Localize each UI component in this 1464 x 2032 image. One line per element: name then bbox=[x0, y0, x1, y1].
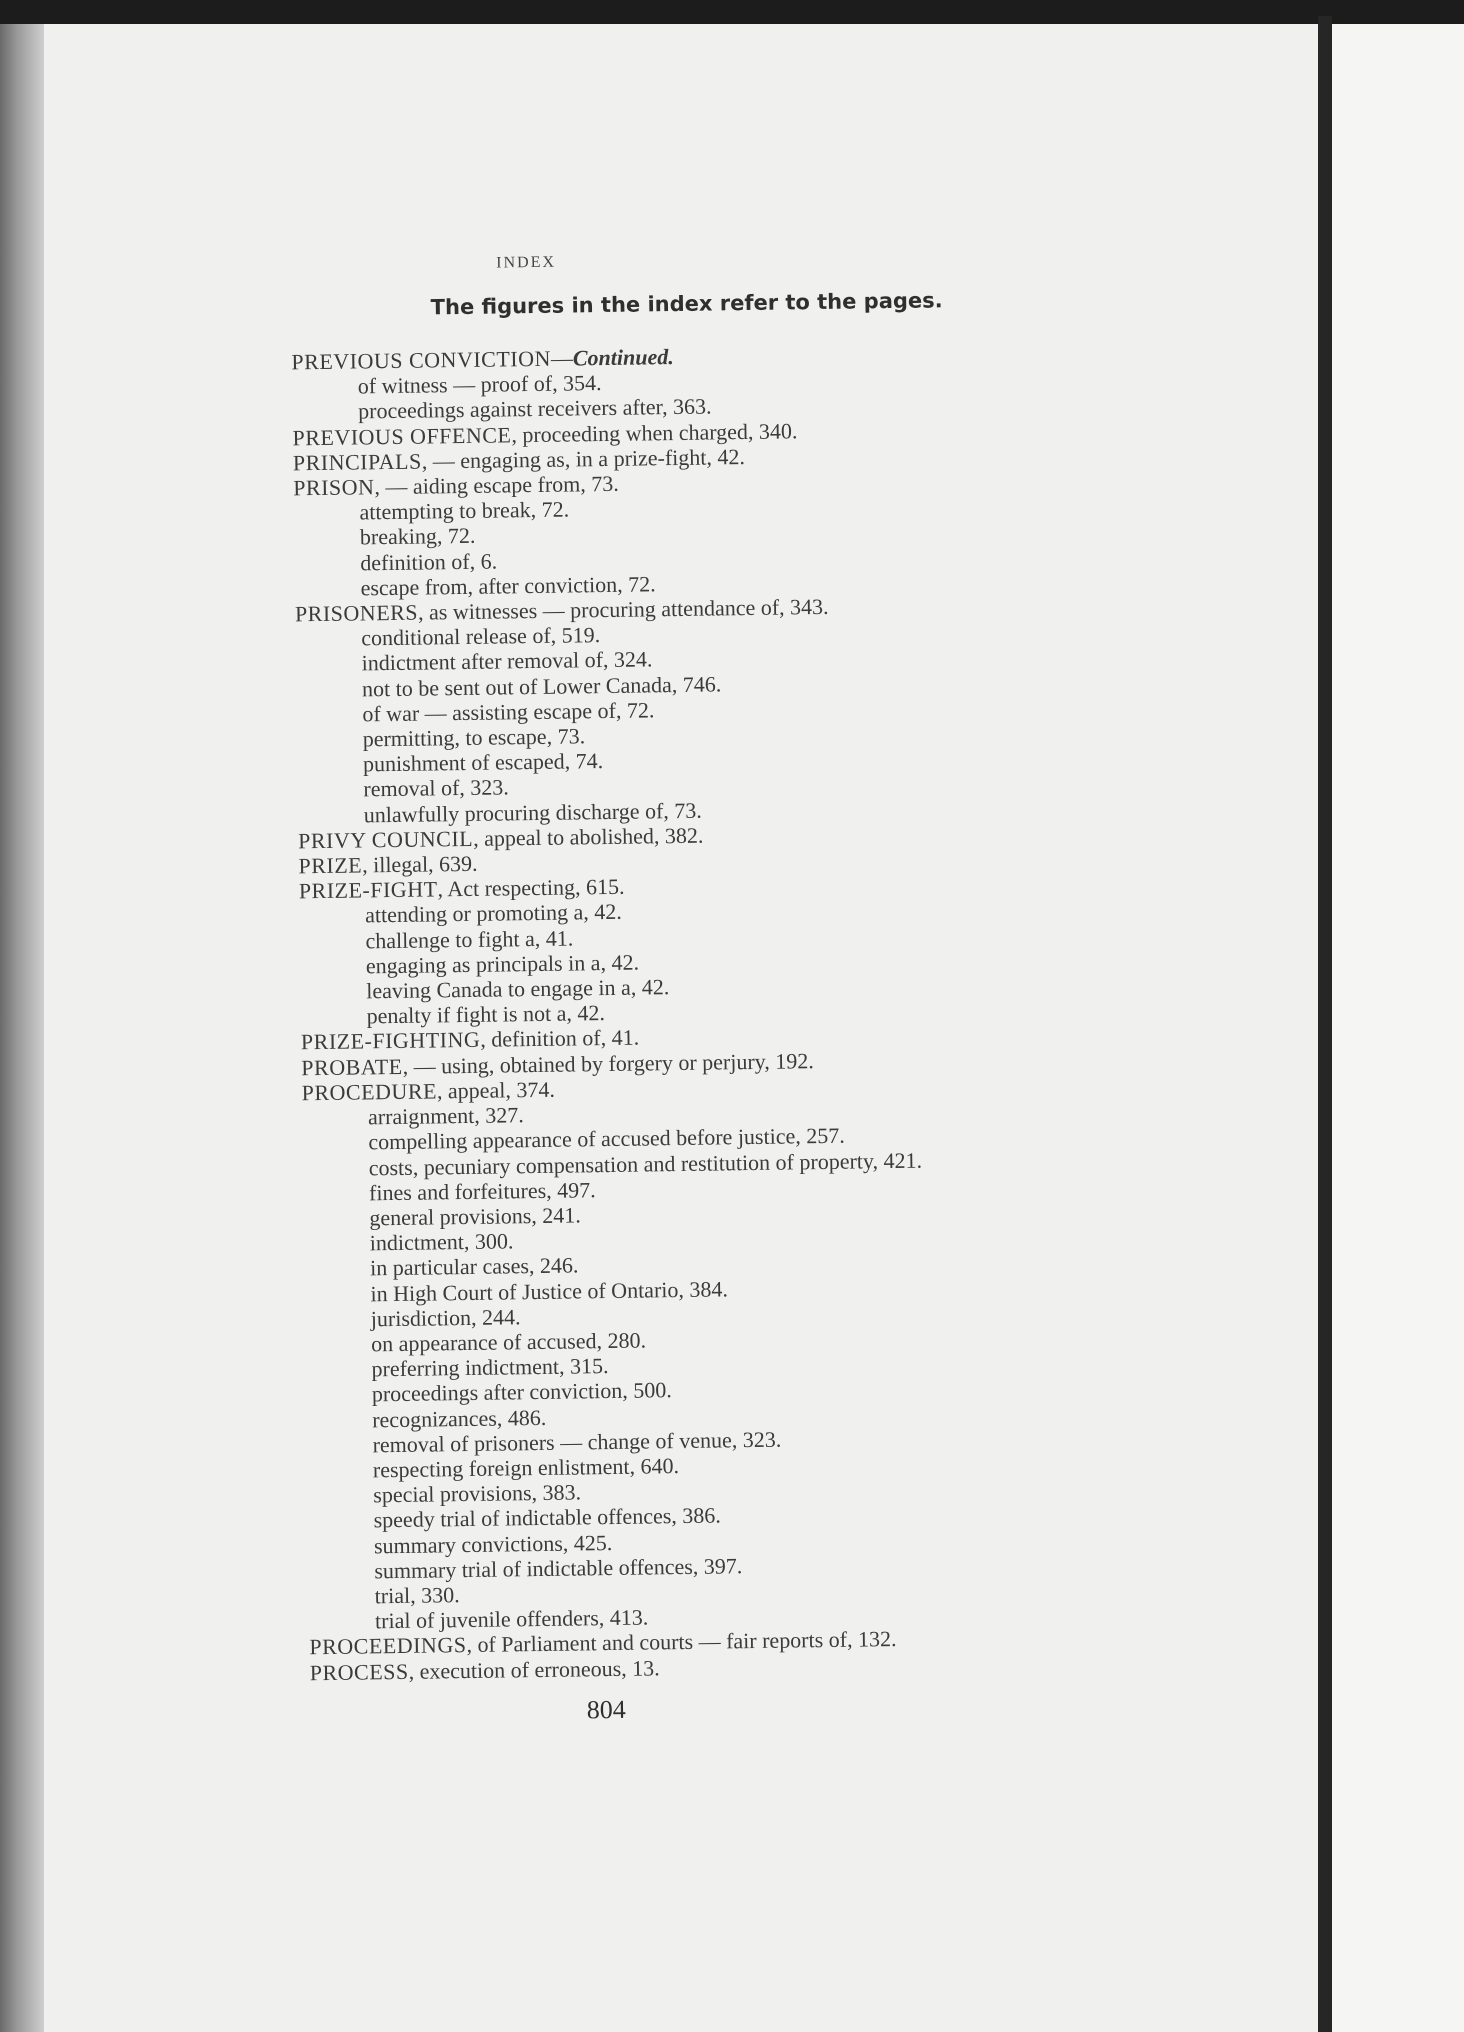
entry-text: general provisions, 241. bbox=[369, 1202, 581, 1231]
entry-text: summary trial of indictable offences, 397. bbox=[374, 1552, 743, 1584]
entry-text: compelling appearance of accused before justice, 257. bbox=[368, 1123, 845, 1155]
entry-heading: PREVIOUS CONVICTION bbox=[291, 345, 552, 375]
continued-label: Continued. bbox=[572, 344, 674, 371]
entry-heading: PRISON bbox=[293, 474, 375, 501]
entry-text: costs, pecuniary compensation and restitution of property, 421. bbox=[368, 1147, 923, 1180]
entry-text: , illegal, 639. bbox=[361, 850, 478, 878]
entry-text: on appearance of accused, 280. bbox=[370, 1327, 647, 1357]
running-head: INDEX bbox=[496, 253, 557, 272]
entry-text: of witness — proof of, 354. bbox=[357, 370, 602, 399]
entry-text: leaving Canada to engage in a, 42. bbox=[366, 974, 670, 1004]
entry-heading: PRISONERS bbox=[294, 599, 419, 627]
entry-text: trial of juvenile offenders, 413. bbox=[374, 1604, 649, 1634]
entry-heading: PRIZE-FIGHT bbox=[298, 876, 438, 904]
entry-text: , — aiding escape from, 73. bbox=[374, 470, 619, 500]
entry-text: penalty if fight is not a, 42. bbox=[366, 1000, 606, 1029]
entry-heading: PROCESS bbox=[309, 1658, 409, 1685]
entry-text: not to be sent out of Lower Canada, 746. bbox=[361, 671, 722, 702]
entry-heading: PROBATE bbox=[301, 1053, 403, 1080]
book-gutter bbox=[1318, 16, 1332, 2032]
entry-text: preferring indictment, 315. bbox=[371, 1353, 609, 1382]
entry-text: attempting to break, 72. bbox=[359, 496, 570, 525]
entry-text: definition of, 6. bbox=[360, 548, 498, 576]
entry-text: , definition of, 41. bbox=[480, 1025, 640, 1053]
entry-text: in particular cases, 246. bbox=[369, 1252, 579, 1281]
entry-text: speedy trial of indictable offences, 386. bbox=[373, 1502, 721, 1533]
entry-text: respecting foreign enlistment, 640. bbox=[372, 1453, 680, 1483]
entry-text: summary convictions, 425. bbox=[373, 1529, 613, 1558]
entry-text: proceedings against receivers after, 363. bbox=[357, 393, 712, 424]
entry-text: removal of, 323. bbox=[363, 774, 509, 802]
facing-page-edge bbox=[1332, 24, 1464, 2032]
entry-text: , execution of erroneous, 13. bbox=[408, 1654, 660, 1684]
entry-text: challenge to fight a, 41. bbox=[365, 925, 574, 954]
entry-heading: PRIZE-FIGHTING bbox=[300, 1027, 481, 1055]
index-content bbox=[246, 245, 1206, 1730]
entry-text: arraignment, 327. bbox=[367, 1102, 524, 1130]
entry-text: — bbox=[550, 345, 574, 371]
index-note: The figures in the index refer to the pages. bbox=[430, 288, 943, 320]
entry-text: engaging as principals in a, 42. bbox=[365, 949, 640, 979]
entry-text: , — engaging as, in a prize-fight, 42. bbox=[421, 443, 746, 474]
entry-text: fines and forfeitures, 497. bbox=[368, 1176, 596, 1206]
entry-heading: PROCEEDINGS bbox=[309, 1632, 467, 1660]
entry-heading: PRIZE bbox=[298, 852, 363, 879]
entry-text: , Act respecting, 615. bbox=[437, 874, 625, 902]
entry-text: permitting, to escape, 73. bbox=[362, 723, 586, 752]
index-entries bbox=[247, 337, 1206, 1686]
scan-top-border bbox=[0, 0, 1464, 24]
entry-heading: PRINCIPALS bbox=[292, 448, 422, 476]
entry-text: , appeal, 374. bbox=[436, 1076, 556, 1104]
entry-text: special provisions, 383. bbox=[373, 1479, 582, 1508]
entry-text: indictment after removal of, 324. bbox=[361, 646, 653, 676]
entry-text: conditional release of, 519. bbox=[361, 622, 601, 651]
entry-heading: PROCEDURE bbox=[301, 1078, 438, 1106]
entry-text: of war — assisting escape of, 72. bbox=[362, 697, 655, 727]
entry-text: breaking, 72. bbox=[359, 523, 476, 550]
entry-text: in High Court of Justice of Ontario, 384. bbox=[370, 1275, 729, 1306]
entry-text: removal of prisoners — change of venue, 323. bbox=[372, 1426, 782, 1458]
entry-text: proceedings after conviction, 500. bbox=[371, 1377, 672, 1407]
entry-text: jurisdiction, 244. bbox=[370, 1303, 521, 1332]
entry-text: escape from, after conviction, 72. bbox=[360, 571, 656, 601]
entry-text: , as witnesses — procuring attendance of, 343. bbox=[417, 593, 829, 625]
entry-text: punishment of escaped, 74. bbox=[362, 748, 604, 777]
entry-text: , appeal to abolished, 382. bbox=[472, 822, 704, 851]
entry-text: , — using, obtained by forgery or perjury, 192. bbox=[402, 1047, 814, 1079]
book-edge-left bbox=[0, 24, 44, 2032]
entry-heading: PRIVY COUNCIL bbox=[297, 825, 474, 854]
entry-text: trial, 330. bbox=[374, 1582, 460, 1609]
entry-text: indictment, 300. bbox=[369, 1228, 514, 1256]
entry-text: , proceeding when charged, 340. bbox=[511, 417, 798, 447]
entry-text: attending or promoting a, 42. bbox=[365, 899, 622, 928]
entry-heading: PREVIOUS OFFENCE bbox=[292, 421, 512, 450]
entry-text: , of Parliament and courts — fair reports of, 132. bbox=[466, 1626, 897, 1658]
entry-text: recognizances, 486. bbox=[372, 1404, 547, 1432]
page-number: 804 bbox=[586, 1694, 627, 1725]
entry-text: unlawfully procuring discharge of, 73. bbox=[363, 797, 703, 828]
